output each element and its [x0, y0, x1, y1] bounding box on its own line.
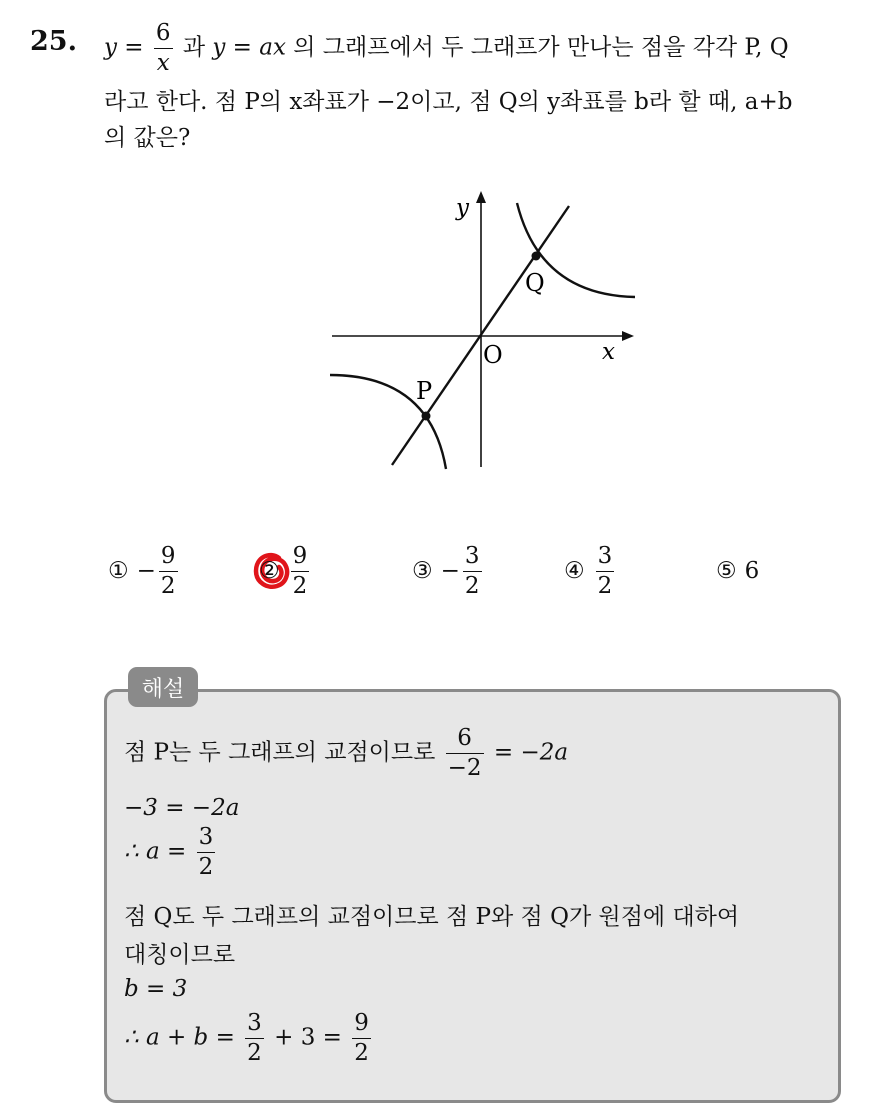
choice-2[interactable] [259, 541, 312, 601]
solution-line-2: −3 = −2a [124, 795, 240, 821]
solution-line-3-lhs: ∴ a = [124, 838, 187, 865]
choice-1-marker: ① [108, 558, 129, 584]
choice-1-sign: − [136, 558, 156, 584]
choice-1[interactable] [108, 541, 181, 601]
solution-line-7-mid: + 3 = [274, 1024, 342, 1051]
choice-2-num: 9 [292, 542, 308, 569]
solution-line-3 [124, 826, 218, 879]
y-axis-label: y [456, 195, 469, 221]
y-equals: y = [104, 34, 144, 61]
question-line-3: 의 값은? [104, 125, 191, 151]
solution-line-6: b = 3 [124, 976, 188, 1002]
choice-5-marker: ⑤ [716, 558, 737, 584]
choice-4-num: 3 [597, 542, 613, 569]
solution-tag: 해설 [128, 667, 198, 707]
point-q-label: Q [525, 269, 545, 297]
question-line-1 [104, 22, 789, 75]
choice-1-fraction [159, 542, 178, 599]
choice-1-num: 9 [160, 542, 176, 569]
solution-line-5: 대칭이므로 [124, 942, 236, 968]
choice-2-marker: ② [259, 558, 280, 584]
choice-2-den: 2 [292, 572, 308, 599]
choice-3-sign: − [440, 558, 460, 584]
solution-line-7 [124, 1012, 374, 1065]
solution-line-7-fraction-2 [352, 1012, 371, 1065]
choice-2-marker-wrap [259, 558, 280, 584]
solution-l7-den2: 2 [354, 1040, 369, 1066]
solution-l7-num1: 3 [247, 1010, 262, 1036]
solution-l7-num2: 9 [354, 1010, 369, 1036]
choice-4-marker: ④ [564, 558, 585, 584]
choice-3[interactable] [412, 541, 485, 601]
solution-line-1-text: 점 P는 두 그래프의 교점이므로 [124, 739, 436, 766]
solution-line-7-fraction-1 [245, 1012, 264, 1065]
choice-4-fraction [596, 542, 615, 599]
frac-denominator: x [154, 48, 173, 75]
fraction-6-over-x [154, 22, 173, 75]
y-axis-arrow [476, 191, 486, 203]
graph-figure [320, 185, 650, 485]
choice-5-value: 6 [744, 558, 760, 584]
choice-3-marker: ③ [412, 558, 433, 584]
choice-4[interactable] [564, 541, 617, 601]
solution-l3-num: 3 [198, 824, 214, 850]
solution-l7-den1: 2 [247, 1040, 262, 1066]
solution-line-1-fraction [446, 727, 484, 780]
x-axis-label: x [602, 339, 615, 365]
point-p [422, 412, 431, 421]
question-text-1: 의 그래프에서 두 그래프가 만나는 점을 각각 P, Q [293, 34, 789, 61]
solution-line-4: 점 Q도 두 그래프의 교점이므로 점 P와 점 Q가 원점에 대하여 [124, 904, 740, 930]
choice-5[interactable] [716, 541, 759, 601]
solution-l3-den: 2 [198, 854, 214, 880]
problem-number: 25. [30, 26, 77, 57]
solution-line-7-lhs: ∴ a + b = [124, 1024, 235, 1051]
point-p-label: P [416, 377, 433, 405]
solution-line-3-fraction [197, 826, 216, 879]
choice-3-fraction [463, 542, 482, 599]
choice-3-den: 2 [464, 572, 480, 599]
y-equals-ax: y = ax [212, 34, 286, 61]
choice-3-num: 3 [464, 542, 480, 569]
choice-1-den: 2 [160, 572, 176, 599]
text-gwa: 과 [182, 34, 206, 61]
frac-numerator: 6 [155, 20, 171, 46]
x-axis-arrow [622, 331, 634, 341]
question-line-2: 라고 한다. 점 P의 x좌표가 −2이고, 점 Q의 y좌표를 b라 할 때, a+b [104, 89, 793, 115]
solution-line-1 [124, 727, 568, 780]
solution-l1-num: 6 [457, 725, 472, 751]
origin-label: O [483, 341, 503, 369]
solution-l1-den: −2 [447, 755, 482, 781]
choice-4-den: 2 [597, 572, 613, 599]
solution-line-1-rhs: = −2a [493, 739, 569, 766]
point-q [532, 252, 541, 261]
